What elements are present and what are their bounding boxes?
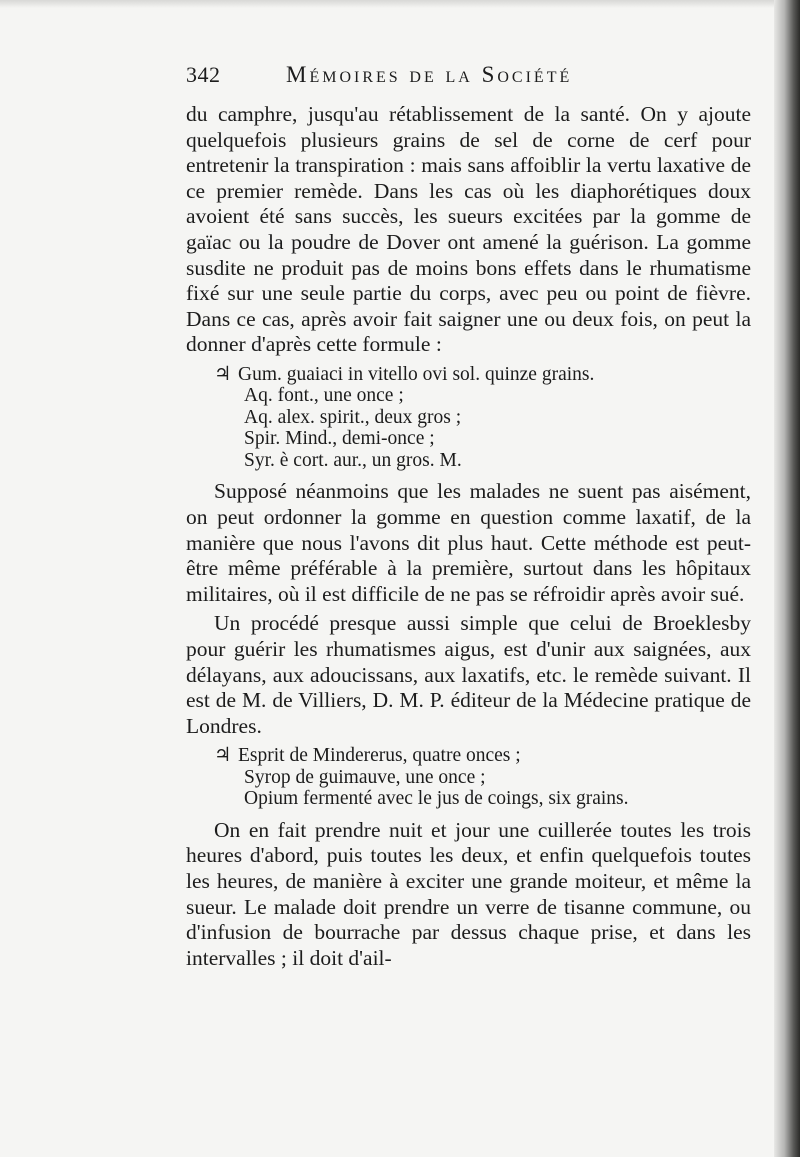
- paragraph-4: On en fait prendre nuit et jour une cuillerée toutes les trois heures d'abord, puis toutes les deux, et enfin quelquefois toutes les heures, de manière à exciter une grande moiteur, et même la sueur. Le malade doit prendre un verre de tisanne commune, ou d'infusion de bourrache par dessus chaque prise, et dans les intervalles ; il doit d'ail-: [186, 817, 751, 970]
- paragraph-1: du camphre, jusqu'au rétablissement de la santé. On y ajoute quelquefois plusieurs grains de sel de corne de cerf pour entretenir la transpiration : mais sans affoiblir la vertu laxative de ce premier remède. Dans les cas où les diaphorétiques doux avoient été sans succès, les sueurs excitées par la gomme de gaïac ou la poudre de Dover ont amené la guérison. La gomme susdite ne produit pas de moins bons effets dans le rhumatisme fixé sur une seule partie du corps, avec peu ou point de fièvre. Dans ce cas, après avoir fait saigner une ou deux fois, on peut la donner d'après cette formule :: [186, 102, 751, 357]
- page-number: 342: [186, 62, 221, 87]
- running-head: Mémoires de la Société: [286, 62, 573, 87]
- prescription-line: Aq. font., une once ;: [244, 385, 404, 407]
- text-block: [186, 62, 751, 971]
- recipe-symbol-icon: ♃: [214, 363, 232, 385]
- prescription-1: [214, 364, 751, 472]
- prescription-line: Syrop de guimauve, une once ;: [244, 766, 486, 788]
- recipe-symbol-icon: ♃: [214, 745, 232, 767]
- prescription-line: [214, 364, 751, 386]
- page-top-edge: [0, 0, 800, 8]
- prescription-line: Spir. Mind., demi-once ;: [244, 428, 435, 450]
- prescription-line: Opium fermenté avec le jus de coings, six grains.: [244, 788, 629, 810]
- prescription-line: Syr. è cort. aur., un gros. M.: [244, 449, 462, 471]
- paragraph-2: Supposé néanmoins que les malades ne suent pas aisément, on peut ordonner la gomme en question comme laxatif, de la manière que nous l'avons dit plus haut. Cette méthode est peut-être même préférable à la première, surtout dans les hôpitaux militaires, où il est difficile de ne pas se réfroidir après avoir sué.: [186, 479, 751, 606]
- book-spine-shadow: [774, 0, 800, 1157]
- prescription-line: [214, 745, 751, 767]
- prescription-2: [214, 745, 751, 810]
- prescription-text: Esprit de Mindererus, quatre onces ;: [238, 745, 521, 767]
- paragraph-3: Un procédé presque aussi simple que celui de Broeklesby pour guérir les rhumatismes aigus, est d'unir aux saignées, aux délayans, aux adoucissans, aux laxatifs, etc. le remède suivant. Il est de M. de Villiers, D. M. P. éditeur de la Médecine pratique de Londres.: [186, 611, 751, 738]
- prescription-text: Gum. guaiaci in vitello ovi sol. quinze grains.: [238, 363, 595, 385]
- page-header: [186, 62, 751, 102]
- prescription-line: Aq. alex. spirit., deux gros ;: [244, 406, 462, 428]
